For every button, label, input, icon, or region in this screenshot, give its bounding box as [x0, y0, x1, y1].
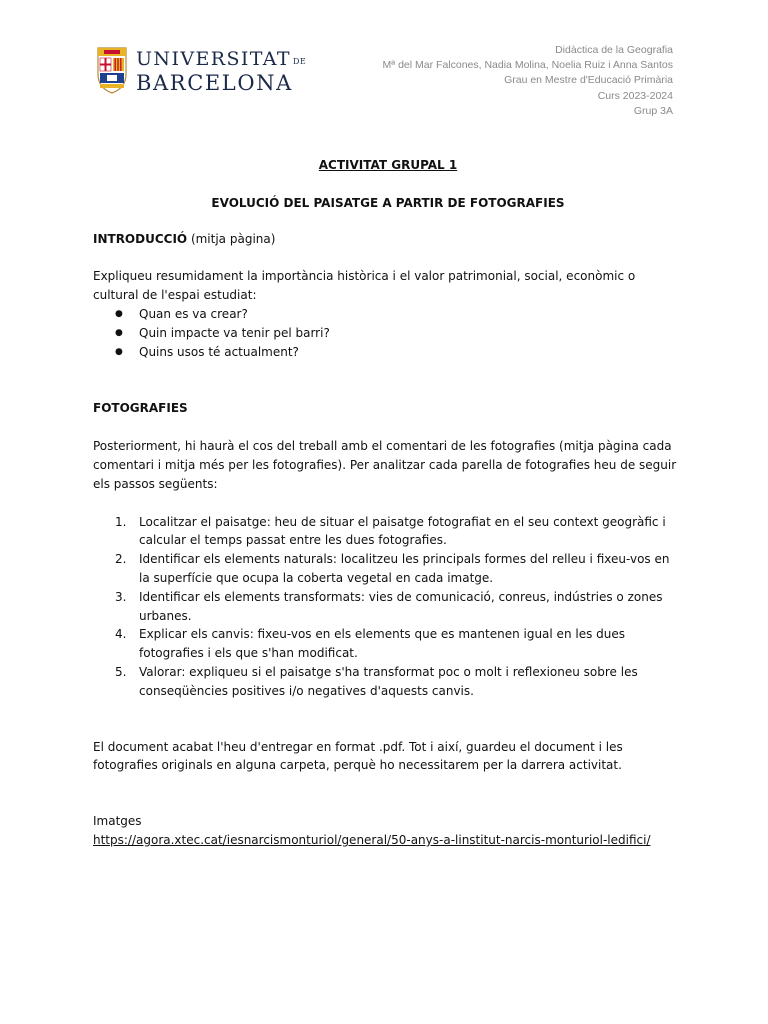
document-subtitle: EVOLUCIÓ DEL PAISATGE A PARTIR DE FOTOGRAFIES [211, 195, 565, 210]
document-title: ACTIVITAT GRUPAL 1 [318, 158, 458, 172]
intro-heading-note: (mitja pàgina) [187, 231, 276, 246]
step-text: Valorar: expliqueu si el paisatge s'ha transformat poc o molt i reflexioneu sobre les conseqüències positives i/o negatives d'aquests canvis. [139, 664, 638, 698]
step-number: 2. [115, 552, 127, 567]
list-item [115, 550, 683, 588]
list-item [115, 625, 683, 663]
step-text: Explicar els canvis: fixeu-vos en els elements que es mantenen igual en les dues fotografies i els que s'han modificat. [139, 627, 625, 661]
wordmark-line1: UNIVERSITAT [136, 48, 291, 70]
meta-authors: Mª del Mar Falcones, Nadia Molina, Noelia Ruiz i Anna Santos [382, 59, 673, 72]
step-text: Identificar els elements transformats: vies de comunicació, conreus, indústries o zones urbanes. [139, 589, 663, 623]
images-source-link[interactable]: https://agora.xtec.cat/iesnarcismonturiol/general/50-anys-a-linstitut-narcis-monturiol-ledifici/ [93, 832, 651, 847]
step-number: 4. [115, 627, 127, 642]
list-item: ● Quin impacte va tenir pel barri? [115, 324, 683, 343]
header-meta [383, 43, 673, 119]
list-item [115, 513, 683, 551]
meta-group: Grup 3A [633, 104, 673, 117]
step-number: 1. [115, 514, 127, 529]
list-item: ● Quins usos té actualment? [115, 343, 683, 362]
meta-degree: Grau en Mestre d'Educació Primària [504, 74, 673, 87]
step-text: Identificar els elements naturals: localitzeu les principals formes del relleu i fixeu-vos en la superfície que ocupa la coberta vegetal en cada imatge. [139, 552, 670, 585]
list-item [115, 588, 683, 626]
intro-heading [93, 230, 683, 249]
university-seal-icon [95, 46, 129, 96]
wordmark-de: DE [292, 57, 307, 66]
intro-heading-label: INTRODUCCIÓ [93, 231, 188, 246]
images-label: Imatges [93, 814, 142, 829]
wordmark-line2: BARCELONA [136, 71, 293, 95]
step-number: 3. [115, 589, 127, 604]
document-body [93, 156, 683, 850]
university-logo [95, 46, 307, 96]
photos-text: Posteriorment, hi haurà el cos del treball amb el comentari de les fotografies (mitja pàgina cada comentari i mitja més per les fotografies). Per analitzar cada parella de fotografies heu de seguir els passos següents: [93, 439, 677, 491]
list-item [115, 663, 683, 701]
meta-year: Curs 2023-2024 [597, 89, 673, 102]
final-instructions: El document acabat l'heu d'entregar en format .pdf. Tot i així, guardeu el document i les fotografies originals en alguna carpeta, perquè ho necessitarem per la darrera activitat. [93, 739, 623, 773]
steps-list [93, 513, 683, 701]
photos-heading: FOTOGRAFIES [93, 401, 188, 416]
list-item: ● Quan es va crear? [115, 305, 683, 324]
step-number: 5. [115, 664, 127, 679]
meta-course-subject: Didàctica de la Geografia [555, 44, 673, 56]
university-wordmark [136, 49, 306, 94]
step-text: Localitzar el paisatge: heu de situar el paisatge fotografiat en el seu context geogràfic i calcular el temps passat entre les dues fotografies. [139, 514, 666, 548]
intro-bullet-list [93, 305, 683, 361]
intro-text: Expliqueu resumidament la importància històrica i el valor patrimonial, social, econòmic o cultural de l'espai estudiat: [93, 269, 636, 303]
